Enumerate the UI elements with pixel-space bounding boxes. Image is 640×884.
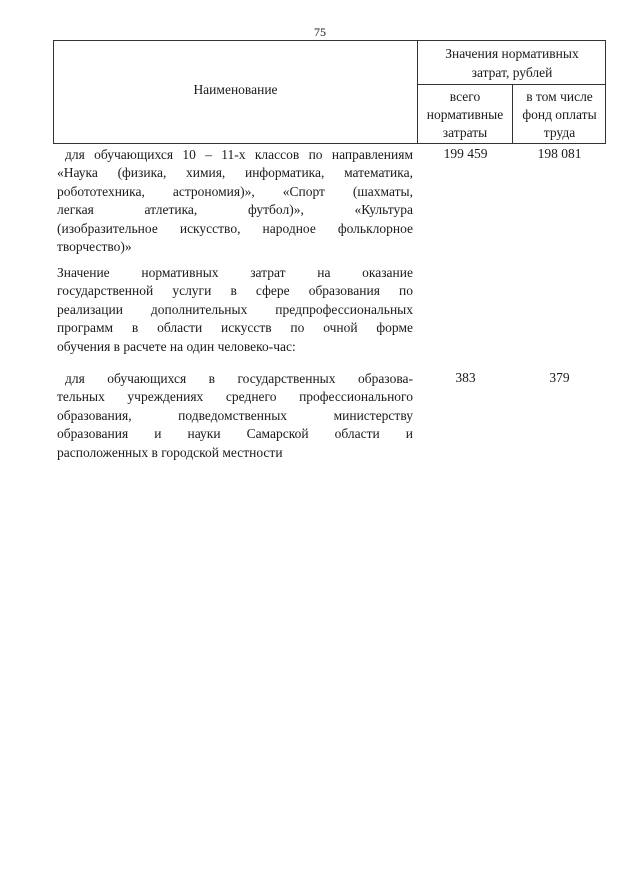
row-2-name — [57, 264, 413, 356]
text-line: «Наука (физика, химия, информатика, математика, — [57, 165, 413, 181]
text-line: расположенных в городской местности — [57, 444, 283, 460]
text-line: Значение нормативных затрат на оказание — [57, 265, 413, 280]
page-number: 75 — [314, 25, 326, 39]
text-line: государственной услуги в сфере образования по — [57, 283, 413, 299]
header-line: Значения нормативных — [445, 46, 579, 61]
header-line: нормативные — [426, 107, 504, 122]
row-3-total: 383 — [455, 370, 476, 385]
column-header-wage — [513, 85, 606, 143]
text-line: реализации дополнительных предпрофессиональных — [57, 301, 413, 317]
text-line: легкая атлетика, футбол)», «Культура — [57, 202, 413, 218]
text-line: программ в области искусств по очной форме — [57, 320, 413, 336]
text-line: тельных учреждениях среднего профессионального — [57, 389, 413, 405]
row-1-name — [57, 146, 413, 256]
text-line: робототехника, астрономия)», «Спорт (шахматы, — [57, 183, 413, 199]
table-header — [53, 40, 606, 144]
text-line: (изобразительное искусство, народное фольклорное — [57, 220, 413, 236]
header-line: затрат, рублей — [471, 65, 553, 80]
column-header-total — [418, 85, 513, 143]
text-line: для обучающихся 10 – 11-х классов по направлениям — [65, 147, 413, 162]
text-line: образования, подведомственных министерству — [57, 407, 413, 423]
column-header-name: Наименование — [54, 41, 418, 143]
column-group-header-values — [418, 41, 606, 85]
row-1-wage: 198 081 — [537, 146, 582, 161]
header-line: всего — [449, 89, 481, 104]
header-line: в том числе — [526, 89, 593, 104]
text-line: творчество)» — [57, 239, 132, 255]
text-line: обучения в расчете на один человеко-час: — [57, 338, 296, 354]
row-3-wage: 379 — [549, 370, 570, 385]
text-line: для обучающихся в государственных образова- — [65, 371, 413, 386]
header-line: фонд оплаты — [522, 107, 597, 122]
row-1-total: 199 459 — [443, 146, 488, 161]
text-line: образования и науки Самарской области и — [57, 426, 413, 442]
header-line: затраты — [442, 125, 488, 140]
header-line: труда — [543, 125, 576, 140]
row-3-name — [57, 370, 413, 462]
